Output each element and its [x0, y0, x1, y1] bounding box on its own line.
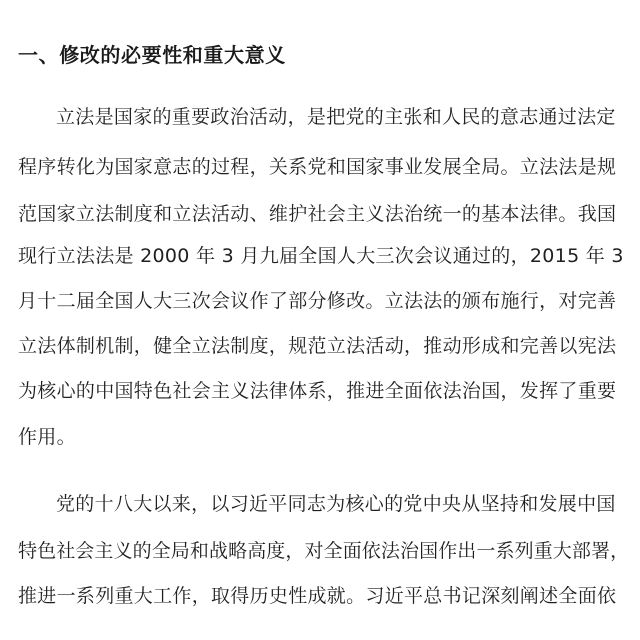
paragraph-line: 作用。	[18, 426, 76, 448]
paragraph-line: 程序转化为国家意志的过程，关系党和国家事业发展全局。立法法是规	[18, 156, 617, 178]
section-heading: 一、修改的必要性和重大意义	[18, 43, 286, 67]
paragraph-line: 特色社会主义的全局和战略高度，对全面依法治国作出一系列重大部署，	[18, 540, 630, 562]
paragraph-line: 立法是国家的重要政治活动，是把党的主张和人民的意志通过法定	[56, 106, 616, 128]
paragraph-line: 现行立法法是 2000 年 3 月九届全国人大三次会议通过的，2015 年 3	[18, 245, 624, 267]
paragraph-line: 党的十八大以来，以习近平同志为核心的党中央从坚持和发展中国	[56, 493, 616, 515]
paragraph-line: 范国家立法制度和立法活动、维护社会主义法治统一的基本法律。我国	[18, 203, 617, 225]
paragraph-line: 月十二届全国人大三次会议作了部分修改。立法法的颁布施行，对完善	[18, 290, 617, 312]
paragraph-line: 推进一系列重大工作，取得历史性成就。习近平总书记深刻阐述全面依	[18, 585, 617, 607]
paragraph-line: 为核心的中国特色社会主义法律体系，推进全面依法治国，发挥了重要	[18, 380, 617, 402]
paragraph-line: 立法体制机制，健全立法制度，规范立法活动，推动形成和完善以宪法	[18, 335, 617, 357]
